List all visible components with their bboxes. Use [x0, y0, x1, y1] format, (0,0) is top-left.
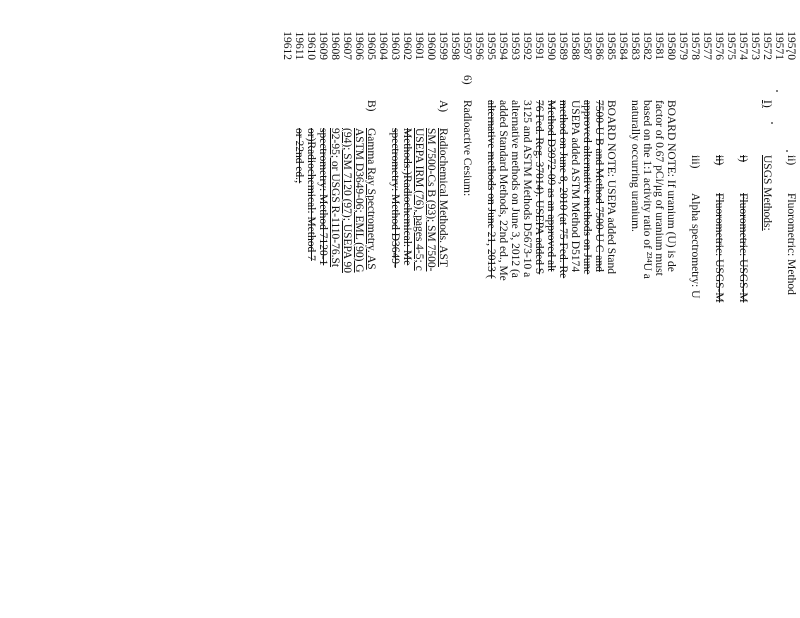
- subsection-b-label: B): [365, 100, 377, 112]
- line-number: 19598: [449, 31, 461, 60]
- line-number: 19593: [509, 31, 521, 60]
- subsection-b-l2: ASTM D3649-06; EML (90) G: [353, 128, 365, 273]
- subsection-a-l1: Radiochemical Methods. AST: [437, 128, 449, 267]
- board-note-2-l10: added Standard Methods, 22nd ed., Me: [497, 100, 509, 281]
- subsection-a-l5: spectrometry: Method D3649-: [389, 128, 401, 268]
- line-number: 19612: [281, 31, 293, 60]
- speck: [776, 90, 778, 92]
- line-number: 19601: [413, 31, 425, 60]
- board-note-2-l4: USEPA added ASTM Method D5174: [569, 100, 581, 273]
- board-note-2-l11: alternative methods on June 21, 2013 (: [485, 100, 497, 279]
- speck: [786, 150, 788, 152]
- subsection-a-label: A): [437, 100, 449, 113]
- subsection-b-l6: or)Radiochemical: Method 7: [305, 128, 317, 261]
- board-note-2-l8: 3125 and ASTM Methods D5673-10 a: [521, 100, 533, 278]
- line-number: 19570: [785, 31, 797, 60]
- subsection-a-l2: SM 7500-Cs B (93); SM 7500-: [425, 128, 437, 272]
- line-number: 19609: [317, 31, 329, 60]
- line-number: 19587: [581, 31, 593, 60]
- usgs-ii-label: ii): [713, 155, 725, 166]
- line-number: 19592: [521, 31, 533, 60]
- item-iii-label: iii): [689, 155, 701, 169]
- board-note-1-l3: based on the 1:1 activity ratio of ²³⁴U a: [641, 100, 653, 279]
- line-number: 19588: [569, 31, 581, 60]
- subsection-b-l1: Gamma Ray Spectrometry. AS: [365, 128, 377, 270]
- line-number: 19597: [461, 31, 473, 60]
- line-number: 19574: [737, 31, 749, 60]
- line-number: 19600: [425, 31, 437, 60]
- usgs-label: I): [761, 100, 773, 108]
- usgs-heading: USGS Methods:: [761, 155, 773, 231]
- line-number: 19583: [629, 31, 641, 60]
- item-iii-text: Alpha spectrometry: U: [689, 193, 701, 299]
- line-number: 19580: [665, 31, 677, 60]
- line-number: 19589: [557, 31, 569, 60]
- subsection-b-l4: 92-95; or USGS R-1110-76.St: [329, 128, 341, 268]
- item-ii-label: ii): [785, 155, 797, 166]
- line-number: 19605: [365, 31, 377, 60]
- line-number: 19608: [329, 31, 341, 60]
- line-number: 19603: [389, 31, 401, 60]
- line-number: 19591: [533, 31, 545, 60]
- board-note-1-l4: naturally occurring uranium.: [629, 100, 641, 232]
- subsection-b-l7: or 22nd ed.;: [293, 128, 305, 184]
- line-number: 19577: [701, 31, 713, 60]
- speck: [771, 122, 773, 124]
- line-number: 19585: [605, 31, 617, 60]
- board-note-2-l9: alternative methods on June 3, 2012 (a: [509, 100, 521, 278]
- line-number: 19599: [437, 31, 449, 60]
- line-number: 19581: [653, 31, 665, 60]
- subsection-a-l3: USEPA IRM (76), pages 4-5; c: [413, 128, 425, 271]
- usgs-ii-text: Fluorometric: USGS-M: [713, 193, 725, 303]
- board-note-2-l6: Method D3972-09 as an approved alt: [545, 100, 557, 272]
- subsection-b-l3: (94); SM 7120 (97); USEPA 90: [341, 128, 353, 273]
- line-number: 19590: [545, 31, 557, 60]
- line-number: 19572: [761, 31, 773, 60]
- line-number: 19578: [689, 31, 701, 60]
- usgs-i-text: Fluorometric: USGS-M: [737, 193, 749, 303]
- line-number: 19584: [617, 31, 629, 60]
- usgs-i-label: i): [737, 155, 749, 163]
- line-number: 19582: [641, 31, 653, 60]
- board-note-1-l1: BOARD NOTE: If uranium (U) is de: [665, 100, 677, 272]
- line-number: 19575: [725, 31, 737, 60]
- line-number: 19571: [773, 31, 785, 60]
- board-note-1-l2: factor of 0.67 pCi/μg of uranium must: [653, 100, 665, 276]
- board-note-2-l7: 76 Fed. Reg. 37014). USEPA added S: [533, 100, 545, 275]
- line-number: 19607: [341, 31, 353, 60]
- item-ii-text: Fluorometric: Method: [785, 193, 797, 295]
- line-number: 19573: [749, 31, 761, 60]
- board-note-2-l3: approved alternative methods on June: [581, 100, 593, 275]
- board-note-2-l1: BOARD NOTE: USEPA added Stand: [605, 100, 617, 274]
- subsection-a-l4: Methods.)Radiochemical: Me: [401, 128, 413, 266]
- line-number: 19610: [305, 31, 317, 60]
- line-number: 19595: [485, 31, 497, 60]
- line-number: 19594: [497, 31, 509, 60]
- board-note-2-l5: method on June 8, 2010 (at 75 Fed. Re: [557, 100, 569, 279]
- section-6-title: Radioactive Cesium:: [461, 100, 473, 197]
- line-number: 19611: [293, 31, 305, 60]
- section-6-number: 6): [461, 75, 473, 85]
- line-number: 19579: [677, 31, 689, 60]
- board-note-2-l2: 7500-U B and Method 7500-U C and: [593, 100, 605, 272]
- line-number: 19586: [593, 31, 605, 60]
- line-number: 19606: [353, 31, 365, 60]
- line-number: 19604: [377, 31, 389, 60]
- line-number: 19602: [401, 31, 413, 60]
- line-number: 19596: [473, 31, 485, 60]
- line-number: 19576: [713, 31, 725, 60]
- subsection-b-l5: spectrometry: Method 7120-1: [317, 128, 329, 266]
